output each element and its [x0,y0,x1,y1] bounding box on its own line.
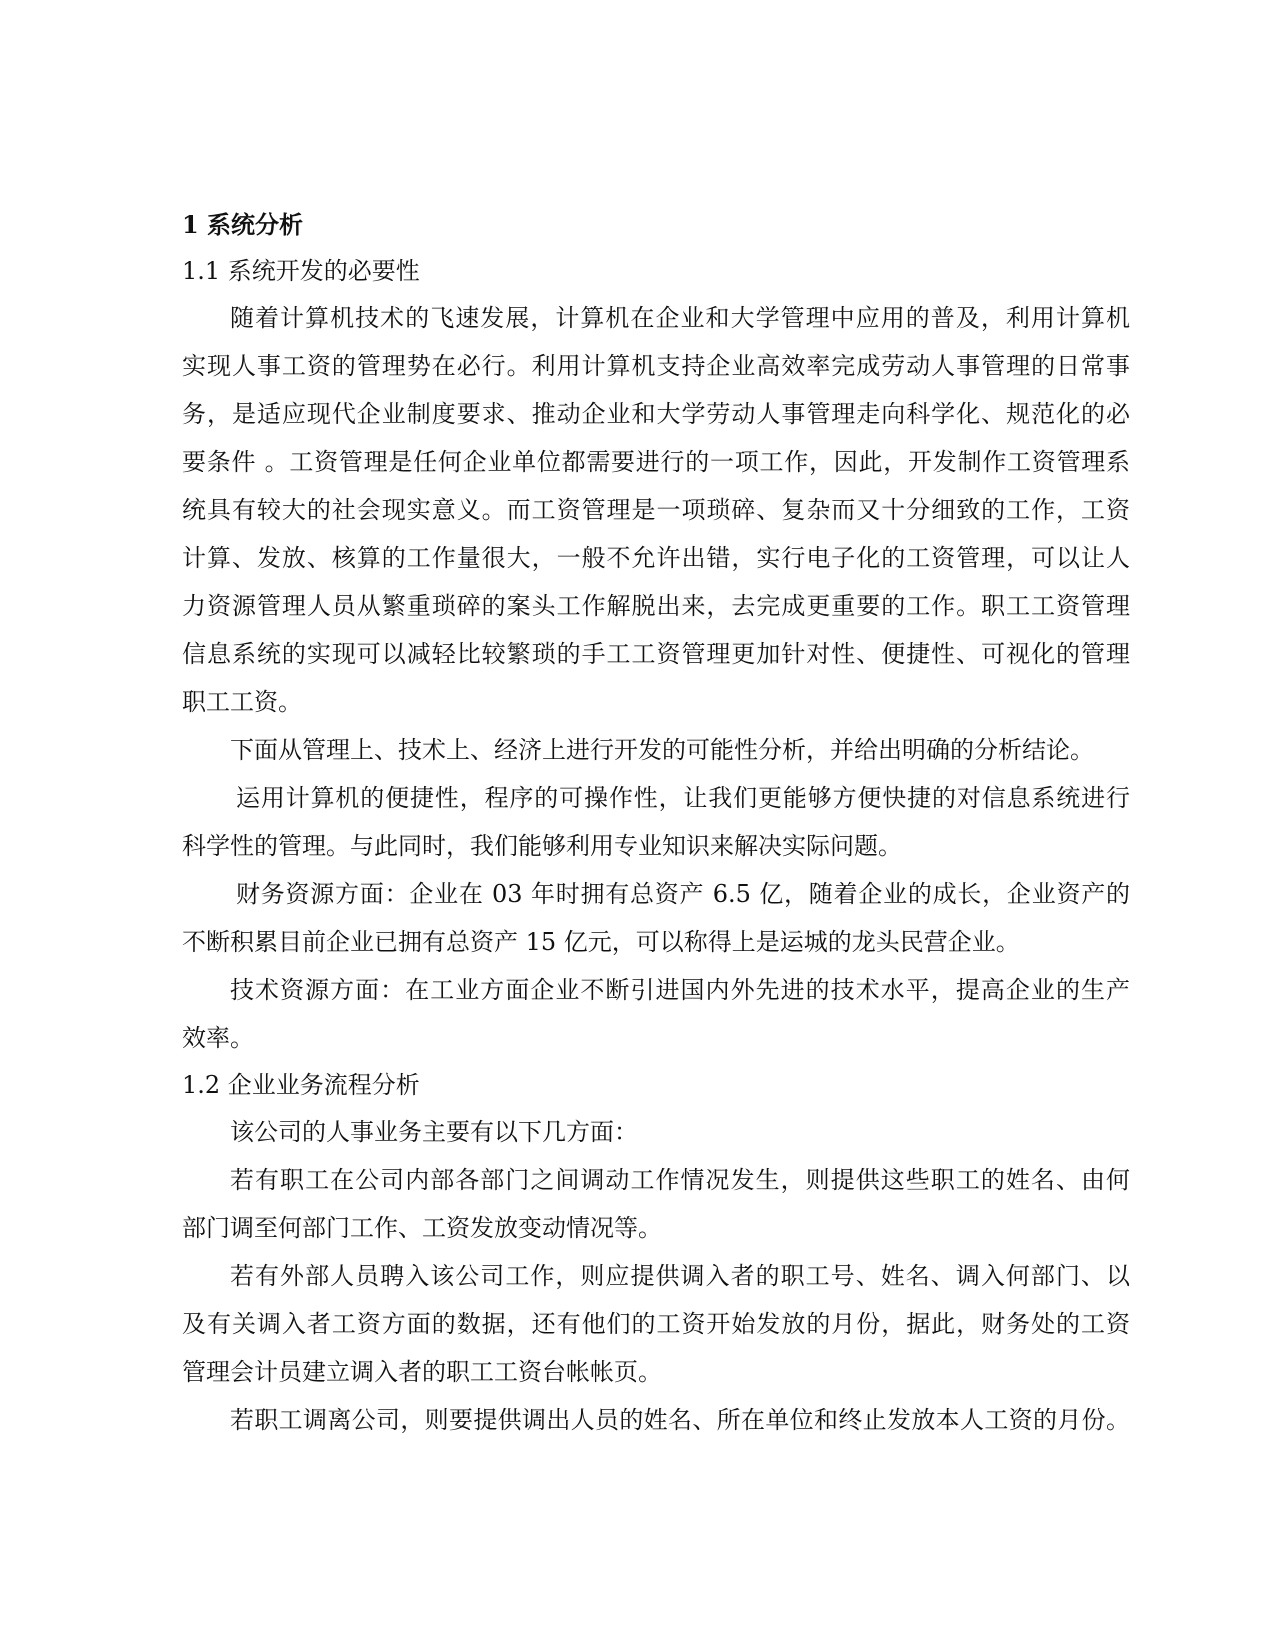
document-body [182,202,1130,1444]
paragraph-line: 下面从管理上、技术上、经济上进行开发的可能性分析，并给出明确的分析结论。 [230,736,1094,764]
paragraph-line: 效率。 [182,1024,254,1052]
paragraph-line: 财务资源方面：企业在 03 年时拥有总资产 6.5 亿，随着企业的成长，企业资产的 [236,880,1130,908]
paragraph-line: 信息系统的实现可以减轻比较繁琐的手工工资管理更加针对性、便捷性、可视化的管理 [182,640,1130,668]
paragraph-line: 统具有较大的社会现实意义。而工资管理是一项琐碎、复杂而又十分细致的工作，工资 [182,496,1130,524]
paragraph-convenience [182,774,1130,870]
paragraph-line: 若有职工在公司内部各部门之间调动工作情况发生，则提供这些职工的姓名、由何 [230,1166,1130,1194]
paragraph-line: 力资源管理人员从繁重琐碎的案头工作解脱出来，去完成更重要的工作。职工工资管理 [182,592,1130,620]
paragraph-departure [182,1396,1130,1444]
paragraph-line: 计算、发放、核算的工作量很大，一般不允许出错，实行电子化的工资管理，可以让人 [182,544,1130,572]
paragraph-financial-resources [182,870,1130,966]
paragraph-line: 该公司的人事业务主要有以下几方面： [230,1118,638,1146]
paragraph-line: 科学性的管理。与此同时，我们能够利用专业知识来解决实际问题。 [182,832,902,860]
paragraph-line: 要条件 。工资管理是任何企业单位都需要进行的一项工作，因此，开发制作工资管理系 [182,448,1130,476]
section-heading-1: 1 系统分析 [182,210,304,239]
paragraph-line: 管理会计员建立调入者的职工工资台帐帐页。 [182,1358,662,1386]
paragraph-line: 务，是适应现代企业制度要求、推动企业和大学劳动人事管理走向科学化、规范化的必 [182,400,1130,428]
paragraph-business-intro [182,1108,1130,1156]
paragraph-feasibility-intro [182,726,1130,774]
paragraph-line: 若有外部人员聘入该公司工作，则应提供调入者的职工号、姓名、调入何部门、以 [230,1262,1130,1290]
paragraph-line: 部门调至何部门工作、工资发放变动情况等。 [182,1214,662,1242]
paragraph-line: 运用计算机的便捷性，程序的可操作性，让我们更能够方便快捷的对信息系统进行 [236,784,1130,812]
paragraph-line: 及有关调入者工资方面的数据，还有他们的工资开始发放的月份，据此，财务处的工资 [182,1310,1130,1338]
paragraph-line: 不断积累目前企业已拥有总资产 15 亿元，可以称得上是运城的龙头民营企业。 [182,928,1020,956]
paragraph-line: 实现人事工资的管理势在必行。利用计算机支持企业高效率完成劳动人事管理的日常事 [182,352,1130,380]
paragraph-line: 职工工资。 [182,688,302,716]
section-heading-1-2: 1.2 企业业务流程分析 [182,1071,420,1099]
paragraph-line: 随着计算机技术的飞速发展，计算机在企业和大学管理中应用的普及，利用计算机 [230,304,1130,332]
paragraph-external-hire [182,1252,1130,1396]
paragraph-line: 技术资源方面：在工业方面企业不断引进国内外先进的技术水平，提高企业的生产 [230,976,1130,1004]
paragraph-line: 若职工调离公司，则要提供调出人员的姓名、所在单位和终止发放本人工资的月份。 [230,1406,1130,1434]
paragraph-internal-transfer [182,1156,1130,1252]
section-heading-1-1: 1.1 系统开发的必要性 [182,257,420,285]
paragraph-necessity [182,294,1130,726]
paragraph-technical-resources [182,966,1130,1062]
